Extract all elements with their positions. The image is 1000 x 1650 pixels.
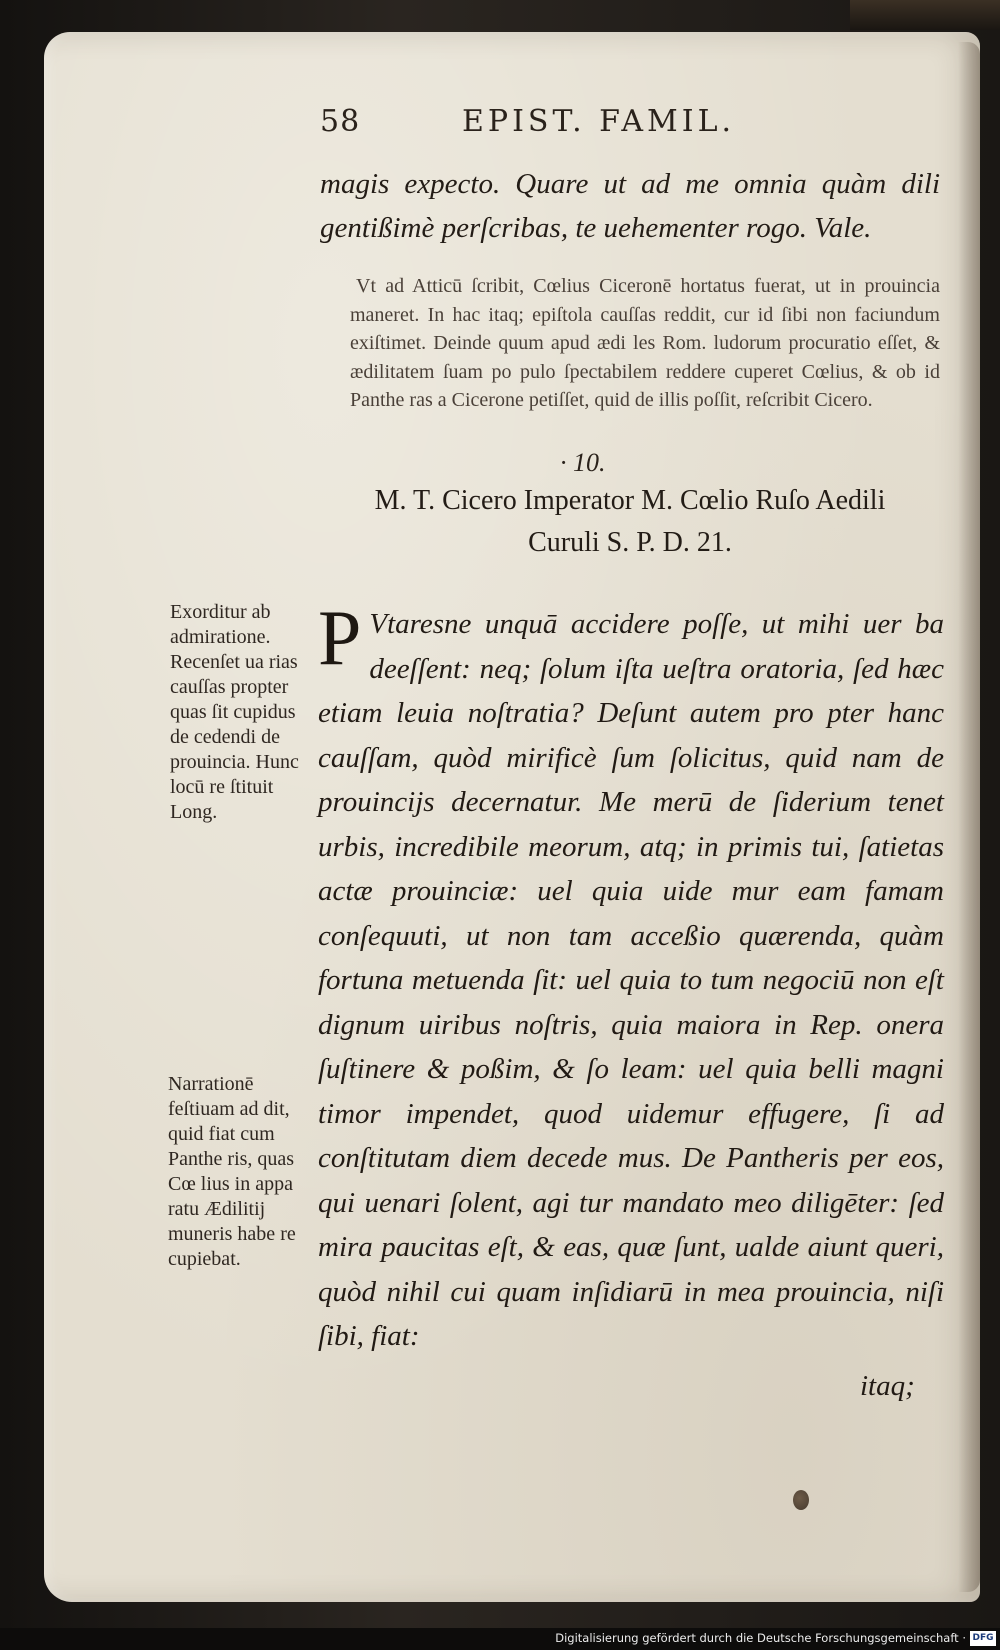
- letter-body: [318, 594, 944, 1359]
- marginal-note-exordium: Exorditur ab admiratione. Recenſet ua rias cauſſas propter quas ſit cupidus de cedendi de prouincia. Hunc locū re ſtituit Long.: [170, 601, 299, 823]
- letter-body-text: Vtaresne unquā accidere poſſe, ut mihi uer ba deeſſent: neq; ſolum iſta ueſtra oratoria, ſed hæc etiam leuia noſtratia? Deſunt autem pro pter hanc cauſſam, quòd mirificè ſum ſolicitus, quid nam de prouincijs decernatur. Me merū de ſiderium tenet urbis, incredibile meorum, atq; in primis tui, ſatietas actæ prouinciæ: uel quia uide mur eam famam conſequuti, ut non tam acceßio quærenda, quàm fortuna metuenda ſit: uel quia to tum negociū non eſt dignum uiribus noſtris, quia maiora in Rep. onera ſuſtinere & poßim, & ſo leam: uel quia belli magni timor impendet, quod uidemur effugere, ſi ad conſtitutam diem decede mus. De Pantheris per eos, qui uenari ſolent, agi tur mandato meo diligēter: ſed mira paucitas eſt, & eas, quæ ſunt, ualde aiunt queri, quòd nihil cui quam inſidiarū in mea prouincia, niſi ſibi, fiat:: [318, 608, 944, 1352]
- salutation-line-2: Curuli S. P. D. 21.: [528, 527, 732, 558]
- drop-cap-initial: P: [318, 594, 362, 681]
- letter-salutation: [330, 480, 930, 564]
- letter-argument: Vt ad Atticū ſcribit, Cœlius Ciceronē hortatus fuerat, ut in prouincia maneret. In hac itaq; epiſtola cauſſas reddit, cur id ſibi non faciundum exiſtimet. Deinde quum apud ædi les Rom. ludorum procuratio eſſet, & ædilitatem ſuam po pulo ſpectabilem reddere cuperet Cœlius, & ob id Panthe ras a Cicerone petiſſet, quid de illis poſſit, reſcribit Cicero.: [350, 275, 940, 411]
- ink-stain: [793, 1490, 809, 1510]
- catchword: itaq;: [860, 1370, 915, 1402]
- previous-letter-ending: magis expecto. Quare ut ad me omnia quàm dili gentißimè perſcribas, te uehementer rogo. Vale.: [320, 168, 940, 244]
- book-binding: [850, 0, 1000, 30]
- digitization-footer: [0, 1628, 1000, 1650]
- salutation-line-1: M. T. Cicero Imperator M. Cœlio Ruſo Aedili: [374, 485, 886, 516]
- page-edge-shadow: [958, 42, 980, 1592]
- running-title: EPIST. FAMIL.: [462, 104, 736, 139]
- marginal-note-narratio: Narrationē feſtiuam ad dit, quid fiat cum Panthe ris, quas Cœ lius in appa ratu Ædilitij muneris habe re cupiebat.: [168, 1073, 296, 1270]
- page-number: 58: [320, 104, 361, 139]
- dfg-logo: DFG: [970, 1631, 996, 1646]
- running-head: [320, 104, 800, 144]
- letter-number: · 10.: [560, 448, 606, 477]
- funding-credit: Digitalisierung gefördert durch die Deutsche Forschungsgemeinschaft ·: [555, 1631, 966, 1645]
